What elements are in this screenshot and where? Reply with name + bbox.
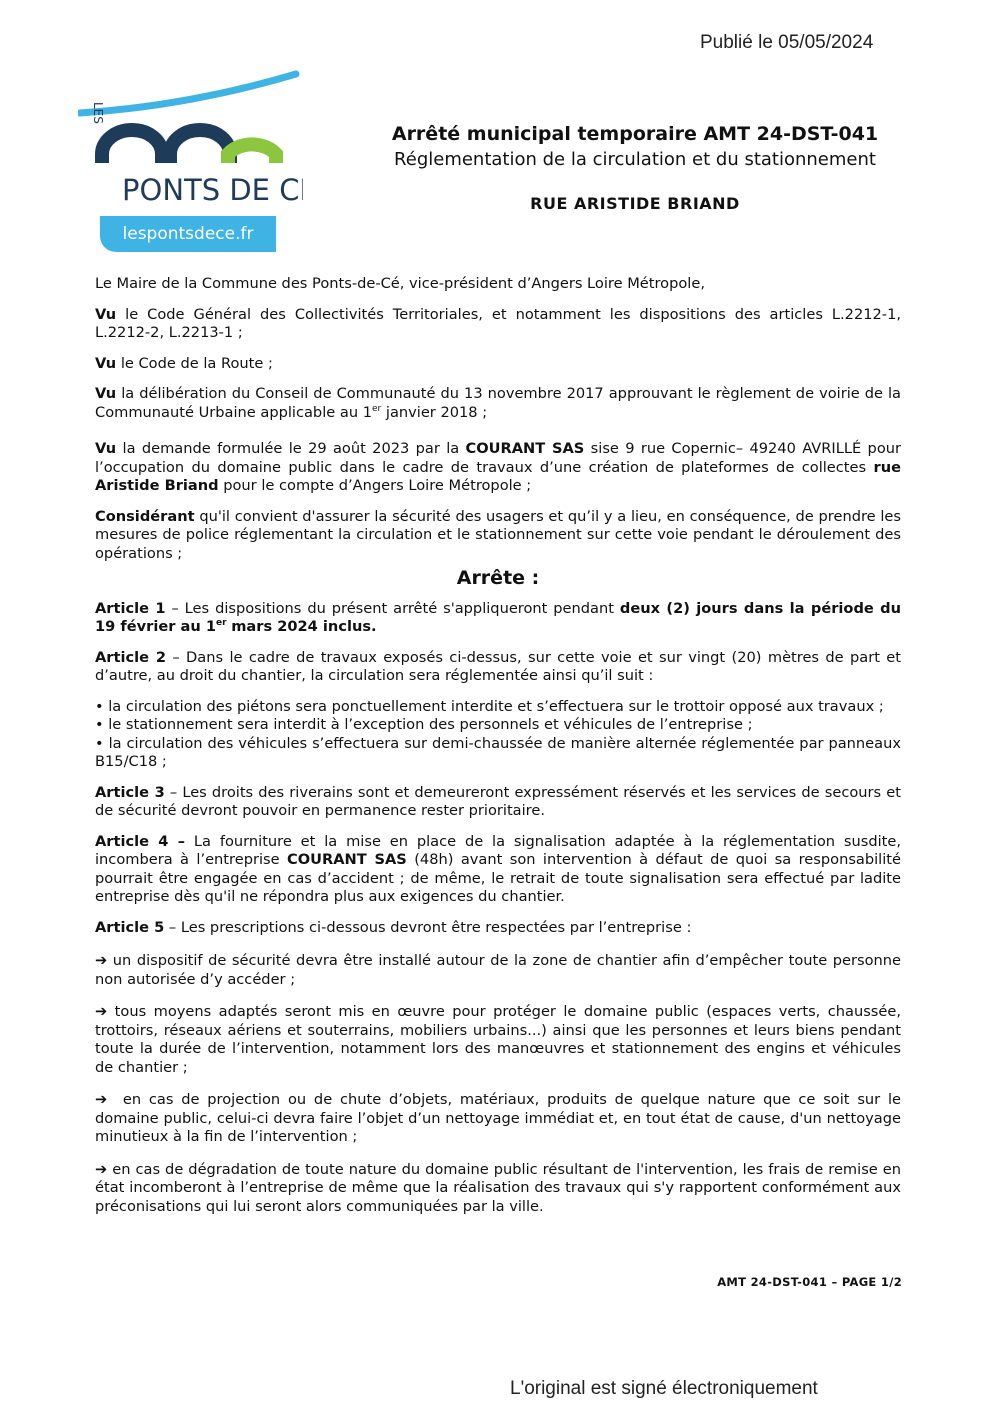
bullet-item: • la circulation des piétons sera ponctuellement interdite et s’effectuera sur le trottoir opposé aux travaux ;: [95, 697, 884, 715]
document-title: Arrêté municipal temporaire AMT 24-DST-041: [391, 123, 879, 145]
vu-paragraph-3: Vu la délibération du Conseil de Communauté du 13 novembre 2017 approuvant le règlement de voirie de la Communauté Urbaine applicable au 1er janvier 2018 ;: [95, 385, 901, 421]
vu-paragraph-2: Vu le Code de la Route ;: [95, 354, 273, 372]
article-3: Article 3 – Les droits des riverains sont et demeureront expressément réservés et les services de secours et de sécurité devront pouvoir en permanence rester prioritaire.: [95, 783, 901, 819]
vu-paragraph-4: Vu la demande formulée le 29 août 2023 par la COURANT SAS sise 9 rue Copernic– 49240 AVRILLÉ pour l’occupation du domaine public dans le cadre de travaux d’une création de plateformes de collectes rue Aristide Briand pour le compte d’Angers Loire Métropole ;: [95, 440, 901, 494]
document-body: [95, 275, 901, 1228]
logo-name: PONTS DE CÉ: [122, 173, 303, 207]
logo-les: LES: [91, 102, 105, 124]
page-reference: AMT 24-DST-041 – PAGE 1/2: [717, 1275, 902, 1289]
arrow-icon: ➔: [95, 1091, 108, 1108]
logo-url: lespontsdece.fr: [100, 216, 276, 252]
arrow-icon: ➔: [95, 1003, 108, 1020]
intro-paragraph: Le Maire de la Commune des Ponts-de-Cé, vice-président d’Angers Loire Métropole,: [95, 275, 705, 292]
logo-graphic: [78, 66, 303, 216]
published-date: Publié le 05/05/2024: [700, 32, 874, 53]
prescription-item: ➔ en cas de projection ou de chute d’objets, matériaux, produits de quelque nature que ce soit sur le domaine public, celui-ci devra faire l’objet d’un nettoyage immédiat et, en tout état de cause, d'un nettoyage minutieux à la fin de l’intervention ;: [95, 1091, 901, 1145]
document-subtitle: Réglementation de la circulation et du stationnement: [394, 149, 876, 170]
arrow-icon: ➔: [95, 1160, 108, 1178]
bullet-item: • la circulation des véhicules s’effectuera sur demi-chaussée de manière alternée réglementée par panneaux B15/C18 ;: [95, 734, 901, 770]
article-4: Article 4 – La fourniture et la mise en place de la signalisation adaptée à la réglementation susdite, incombera à l’entreprise COURANT SAS (48h) avant son intervention à défaut de quoi sa responsabilité pourrait être engagée en cas d’accident ; de même, le retrait de toute signalisation sera effectué par ladite entreprise dès qu'il ne répondra plus aux exigences du chantier.: [95, 832, 902, 905]
street-name: RUE ARISTIDE BRIAND: [530, 194, 740, 213]
arrete-heading: Arrête :: [456, 567, 540, 589]
prescription-item: ➔ tous moyens adaptés seront mis en œuvre pour protéger le domaine public (espaces verts, chaussée, trottoirs, réseaux aériens et souterrains, mobiliers urbains...) ainsi que les personnes et leurs biens pendant toute la durée de l’intervention, notamment lors des manœuvres et stationnement des engins et véhicules de chantier ;: [95, 1003, 902, 1076]
article-2: Article 2 – Dans le cadre de travaux exposés ci-dessus, sur cette voie et sur vingt (20) mètres de part et d’autre, au droit du chantier, la circulation sera réglementée ainsi qu’il suit :: [95, 648, 902, 684]
article-1: Article 1 – Les dispositions du présent arrêté s'appliqueront pendant deux (2) jours dans la période du 19 février au 1er mars 2024 inclus.: [95, 599, 901, 635]
document-header: [330, 120, 940, 229]
city-logo: [78, 66, 303, 256]
article-2-bullets: [95, 698, 901, 772]
prescription-item: ➔ en cas de dégradation de toute nature du domaine public résultant de l'intervention, les frais de remise en état incomberont à l’entreprise de même que la réalisation des travaux qui s'y rapportent conformément aux préconisations qui lui seront alors communiquées par la ville.: [95, 1160, 902, 1215]
vu-paragraph-1: Vu le Code Général des Collectivités Territoriales, et notamment les dispositions des articles L.2212-1, L.2212-2, L.2213-1 ;: [95, 305, 901, 341]
prescription-item: ➔ un dispositif de sécurité devra être installé autour de la zone de chantier afin d’empêcher toute personne non autorisée d’y accéder ;: [95, 952, 901, 988]
article-5: Article 5 – Les prescriptions ci-dessous devront être respectées par l’entreprise :: [95, 918, 692, 936]
signature-note: L'original est signé électroniquement: [510, 1378, 818, 1399]
arrow-icon: ➔: [95, 952, 108, 969]
considerant-paragraph: Considérant qu'il convient d'assurer la sécurité des usagers et qu’il y a lieu, en conséquence, de prendre les mesures de police réglementant la circulation et le stationnement sur cette voie pendant le déroulement des opérations ;: [95, 507, 901, 562]
bullet-item: • le stationnement sera interdit à l’exception des personnels et véhicules de l’entreprise ;: [95, 716, 753, 733]
